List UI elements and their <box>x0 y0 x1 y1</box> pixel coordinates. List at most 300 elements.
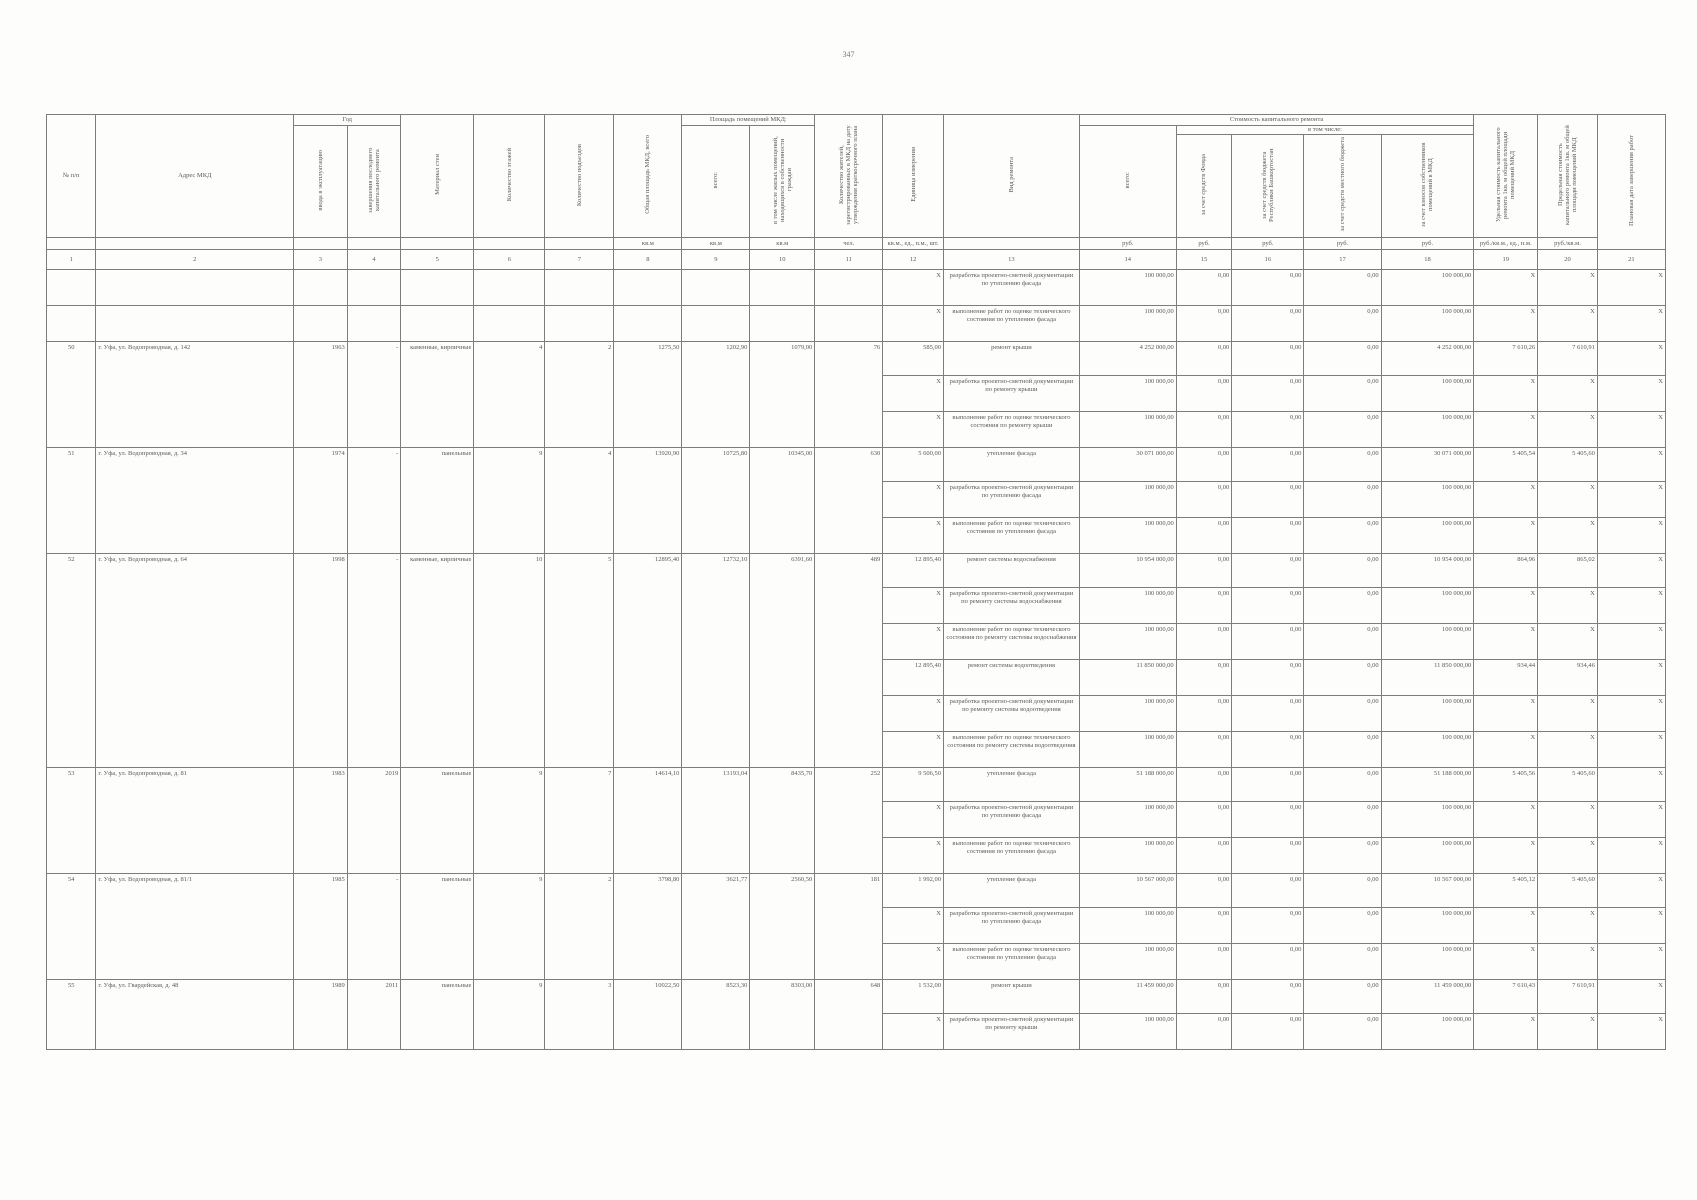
cell-work: утепление фасада <box>943 874 1079 908</box>
cell-date: X <box>1597 908 1665 944</box>
cell-local: 0,00 <box>1304 768 1381 802</box>
cell-local: 0,00 <box>1304 908 1381 944</box>
building-floors: 9 <box>474 980 545 1050</box>
cell-unit-cost: X <box>1474 412 1538 448</box>
unit-chel: чел. <box>815 238 883 250</box>
cell-unit: 5 600,00 <box>883 448 944 482</box>
cell-total: 100 000,00 <box>1079 908 1176 944</box>
cell-unit-cost: X <box>1474 944 1538 980</box>
cell-budget: 0,00 <box>1232 518 1304 554</box>
cell-unit-cost: X <box>1474 624 1538 660</box>
cell-date: X <box>1597 376 1665 412</box>
cell-local: 0,00 <box>1304 554 1381 588</box>
building-total-area: 12895,40 <box>614 554 682 768</box>
building-last-repair: 2011 <box>347 980 401 1050</box>
cell-unit-cost: X <box>1474 518 1538 554</box>
building-entrances: 4 <box>545 448 614 554</box>
cell-unit: 1 992,00 <box>883 874 944 908</box>
cell-fund: 0,00 <box>1176 306 1232 342</box>
header-deadline: Плановая дата завершения работ <box>1627 135 1635 227</box>
building-total-area: 1275,50 <box>614 342 682 448</box>
cell-date: X <box>1597 342 1665 376</box>
cell-date: X <box>1597 306 1665 342</box>
building-total-area: 3798,80 <box>614 874 682 980</box>
cell-unit: 1 532,00 <box>883 980 944 1014</box>
building-total-area: 10022,50 <box>614 980 682 1050</box>
cell-total: 100 000,00 <box>1079 588 1176 624</box>
cell-budget: 0,00 <box>1232 342 1304 376</box>
building-num: 54 <box>47 874 96 980</box>
cell-limit: X <box>1538 412 1598 448</box>
table-row <box>47 768 1666 802</box>
cell-local: 0,00 <box>1304 838 1381 874</box>
building-address: г. Уфа, ул. Гвардейская, д. 48 <box>96 980 294 1050</box>
cell-unit: X <box>883 802 944 838</box>
header-area-all: всего: <box>712 172 720 189</box>
cell-fund: 0,00 <box>1176 874 1232 908</box>
building-walls: панельные <box>401 768 474 874</box>
cell-limit: 5 405,60 <box>1538 874 1598 908</box>
column-number: 7 <box>545 250 614 270</box>
header-premises-group: Площадь помещений МКД: <box>682 115 815 126</box>
cell-fund: 0,00 <box>1176 624 1232 660</box>
building-area-res: 6391,60 <box>750 554 815 768</box>
cell-fund: 0,00 <box>1176 376 1232 412</box>
building-year: 1989 <box>294 980 348 1050</box>
cell-budget: 0,00 <box>1232 802 1304 838</box>
cell-fund: 0,00 <box>1176 412 1232 448</box>
cell-fund: 0,00 <box>1176 838 1232 874</box>
building-floors: 9 <box>474 448 545 554</box>
column-number: 20 <box>1538 250 1598 270</box>
cell-budget: 0,00 <box>1232 696 1304 732</box>
column-number: 17 <box>1304 250 1381 270</box>
cell-owners: 4 252 000,00 <box>1381 342 1474 376</box>
cell-local: 0,00 <box>1304 944 1381 980</box>
cell-fund: 0,00 <box>1176 270 1232 306</box>
table-row <box>47 448 1666 482</box>
building-area-res: 2560,50 <box>750 874 815 980</box>
unit-rub-17: руб. <box>1304 238 1381 250</box>
cell-limit: 7 610,91 <box>1538 980 1598 1014</box>
cell-limit: X <box>1538 696 1598 732</box>
cell-fund: 0,00 <box>1176 944 1232 980</box>
building-walls: панельные <box>401 874 474 980</box>
cell-budget: 0,00 <box>1232 448 1304 482</box>
cell-owners: 100 000,00 <box>1381 624 1474 660</box>
cell-unit: 9 506,50 <box>883 768 944 802</box>
cell-limit: X <box>1538 802 1598 838</box>
cell-unit: X <box>883 482 944 518</box>
cell-date: X <box>1597 944 1665 980</box>
cell-unit-cost: 934,44 <box>1474 660 1538 696</box>
cell-total: 100 000,00 <box>1079 838 1176 874</box>
building-area-all: 13193,04 <box>682 768 750 874</box>
cell-unit: X <box>883 412 944 448</box>
building-address: г. Уфа, ул. Водопроводная, д. 81/1 <box>96 874 294 980</box>
cell-work: разработка проектно-сметной документации по утеплению фасада <box>943 802 1079 838</box>
cell-budget: 0,00 <box>1232 412 1304 448</box>
cell-local: 0,00 <box>1304 448 1381 482</box>
cell-date: X <box>1597 660 1665 696</box>
header-cost-budget: за счет средств бюджета Республики Башкортостан <box>1260 147 1275 222</box>
column-number: 21 <box>1597 250 1665 270</box>
cell-fund: 0,00 <box>1176 696 1232 732</box>
header-area-residents: в том числе жилых помещений, находящихся в собственности граждан <box>771 136 793 225</box>
cell-limit: X <box>1538 908 1598 944</box>
building-entrances: 3 <box>545 980 614 1050</box>
header-year-commission: ввода в эксплуатацию <box>316 150 324 211</box>
building-area-all: 8523,30 <box>682 980 750 1050</box>
cell-date: X <box>1597 802 1665 838</box>
header-cost-total: всего: <box>1124 172 1132 189</box>
column-number: 12 <box>883 250 944 270</box>
column-number: 5 <box>401 250 474 270</box>
cell-fund: 0,00 <box>1176 482 1232 518</box>
cell-total: 51 188 000,00 <box>1079 768 1176 802</box>
building-residents: 76 <box>815 342 883 448</box>
table-row <box>47 874 1666 908</box>
column-number: 1 <box>47 250 96 270</box>
cell-date: X <box>1597 448 1665 482</box>
cell-unit-cost: X <box>1474 838 1538 874</box>
cell-work: ремонт крыши <box>943 980 1079 1014</box>
cell-limit: X <box>1538 732 1598 768</box>
column-numbers-row <box>47 250 1666 270</box>
cell-budget: 0,00 <box>1232 874 1304 908</box>
cell-unit-cost: X <box>1474 588 1538 624</box>
cell-unit-cost: 5 405,56 <box>1474 768 1538 802</box>
building-year: 1963 <box>294 342 348 448</box>
building-residents: 489 <box>815 554 883 768</box>
cell-unit-cost: X <box>1474 908 1538 944</box>
cell-unit: X <box>883 588 944 624</box>
cell-total: 100 000,00 <box>1079 802 1176 838</box>
cell-work: разработка проектно-сметной документации по утеплению фасада <box>943 908 1079 944</box>
header-cost-incl: в том числе: <box>1176 126 1474 135</box>
cell-total: 100 000,00 <box>1079 944 1176 980</box>
cell-limit: 5 405,60 <box>1538 768 1598 802</box>
building-entrances: 5 <box>545 554 614 768</box>
cell-work: разработка проектно-сметной документации по ремонту системы водоотведения <box>943 696 1079 732</box>
building-area-all: 3621,77 <box>682 874 750 980</box>
cell-owners: 100 000,00 <box>1381 1014 1474 1050</box>
cell-local: 0,00 <box>1304 376 1381 412</box>
header-walls: Материал стен <box>433 154 441 196</box>
header-unit: Единица измерения <box>909 147 917 203</box>
building-address: г. Уфа, ул. Водопроводная, д. 81 <box>96 768 294 874</box>
header-address: Адрес МКД <box>96 115 294 238</box>
building-floors: 4 <box>474 342 545 448</box>
cell-work: ремонт крыши <box>943 342 1079 376</box>
cell-unit: X <box>883 270 944 306</box>
cell-owners: 100 000,00 <box>1381 838 1474 874</box>
building-entrances: 2 <box>545 342 614 448</box>
cell-unit-cost: 864,96 <box>1474 554 1538 588</box>
cell-local: 0,00 <box>1304 1014 1381 1050</box>
cell-limit: X <box>1538 1014 1598 1050</box>
building-residents: 252 <box>815 768 883 874</box>
building-area-res: 8435,70 <box>750 768 815 874</box>
header-year-group: Год <box>294 115 401 126</box>
header-cost-group: Стоимость капитального ремонта <box>1079 115 1473 126</box>
cell-work: выполнение работ по оценке технического состояния по ремонту крыши <box>943 412 1079 448</box>
building-address: г. Уфа, ул. Водопроводная, д. 142 <box>96 342 294 448</box>
cell-fund: 0,00 <box>1176 660 1232 696</box>
cell-unit-cost: X <box>1474 270 1538 306</box>
cell-unit: X <box>883 1014 944 1050</box>
unit-20: руб./кв.м. <box>1538 238 1598 250</box>
table-row <box>47 306 1666 342</box>
table-row <box>47 980 1666 1014</box>
cell-unit-cost: 7 610,43 <box>1474 980 1538 1014</box>
cell-budget: 0,00 <box>1232 944 1304 980</box>
cell-local: 0,00 <box>1304 306 1381 342</box>
cell-owners: 100 000,00 <box>1381 732 1474 768</box>
cell-work: выполнение работ по оценке технического состояния по утеплению фасада <box>943 518 1079 554</box>
unit-kvm-9: кв.м <box>682 238 750 250</box>
unit-rub-15: руб. <box>1176 238 1232 250</box>
cell-local: 0,00 <box>1304 588 1381 624</box>
cell-fund: 0,00 <box>1176 588 1232 624</box>
cell-unit-cost: X <box>1474 482 1538 518</box>
cell-date: X <box>1597 270 1665 306</box>
building-year: 1974 <box>294 448 348 554</box>
cell-owners: 30 071 000,00 <box>1381 448 1474 482</box>
header-cost-local: за счет средств местного бюджета <box>1338 137 1346 232</box>
cell-unit: X <box>883 306 944 342</box>
cell-owners: 51 188 000,00 <box>1381 768 1474 802</box>
building-walls: каменные, кирпичные <box>401 342 474 448</box>
column-number: 8 <box>614 250 682 270</box>
cell-total: 10 567 000,00 <box>1079 874 1176 908</box>
cell-fund: 0,00 <box>1176 448 1232 482</box>
cell-local: 0,00 <box>1304 482 1381 518</box>
cell-total: 11 459 000,00 <box>1079 980 1176 1014</box>
cell-total: 10 954 000,00 <box>1079 554 1176 588</box>
unit-kvm-10: кв.м <box>750 238 815 250</box>
cell-total: 100 000,00 <box>1079 696 1176 732</box>
table-row <box>47 342 1666 376</box>
cell-limit: X <box>1538 944 1598 980</box>
cell-limit: X <box>1538 624 1598 660</box>
cell-work: ремонт системы водоотведения <box>943 660 1079 696</box>
cell-fund: 0,00 <box>1176 1014 1232 1050</box>
cell-date: X <box>1597 482 1665 518</box>
cell-budget: 0,00 <box>1232 306 1304 342</box>
cell-local: 0,00 <box>1304 874 1381 908</box>
cell-date: X <box>1597 588 1665 624</box>
cell-date: X <box>1597 1014 1665 1050</box>
cell-unit: 12 895,40 <box>883 660 944 696</box>
cell-date: X <box>1597 768 1665 802</box>
building-floors: 9 <box>474 768 545 874</box>
building-num: 53 <box>47 768 96 874</box>
building-last-repair: 2019 <box>347 768 401 874</box>
cell-owners: 100 000,00 <box>1381 588 1474 624</box>
cell-unit-cost: X <box>1474 732 1538 768</box>
cell-limit: 934,46 <box>1538 660 1598 696</box>
cell-unit: 12 895,40 <box>883 554 944 588</box>
unit-kvm-8: кв.м <box>614 238 682 250</box>
building-year: 1998 <box>294 554 348 768</box>
cell-budget: 0,00 <box>1232 588 1304 624</box>
cell-owners: 100 000,00 <box>1381 944 1474 980</box>
cell-total: 100 000,00 <box>1079 412 1176 448</box>
building-walls: панельные <box>401 980 474 1050</box>
cell-budget: 0,00 <box>1232 660 1304 696</box>
cell-work: выполнение работ по оценке технического состояния по утеплению фасада <box>943 838 1079 874</box>
header-cost-fund: за счет средств Фонда <box>1200 154 1208 216</box>
column-number: 13 <box>943 250 1079 270</box>
building-residents: 648 <box>815 980 883 1050</box>
building-num: 55 <box>47 980 96 1050</box>
cell-total: 100 000,00 <box>1079 518 1176 554</box>
cell-unit: X <box>883 518 944 554</box>
cell-work: утепление фасада <box>943 448 1079 482</box>
unit-rub-16: руб. <box>1232 238 1304 250</box>
cell-limit: X <box>1538 482 1598 518</box>
building-last-repair: - <box>347 342 401 448</box>
cell-work: выполнение работ по оценке технического состояния по утеплению фасада <box>943 944 1079 980</box>
header-floors: Количество этажей <box>505 148 513 202</box>
cell-total: 11 850 000,00 <box>1079 660 1176 696</box>
cell-owners: 100 000,00 <box>1381 908 1474 944</box>
cell-owners: 100 000,00 <box>1381 412 1474 448</box>
column-number: 18 <box>1381 250 1474 270</box>
unit-rub-18: руб. <box>1381 238 1474 250</box>
building-num: 52 <box>47 554 96 768</box>
column-number: 2 <box>96 250 294 270</box>
cell-work: разработка проектно-сметной документации по утеплению фасада <box>943 482 1079 518</box>
cell-date: X <box>1597 412 1665 448</box>
cell-date: X <box>1597 624 1665 660</box>
cell-owners: 100 000,00 <box>1381 376 1474 412</box>
cell-budget: 0,00 <box>1232 768 1304 802</box>
unit-rub-14: руб. <box>1079 238 1176 250</box>
cell-unit-cost: X <box>1474 802 1538 838</box>
cell-local: 0,00 <box>1304 696 1381 732</box>
cell-date: X <box>1597 518 1665 554</box>
cell-unit: X <box>883 944 944 980</box>
table-row <box>47 554 1666 588</box>
cell-owners: 11 850 000,00 <box>1381 660 1474 696</box>
unit-units: кв.м., ед., п.м., шт. <box>883 238 944 250</box>
building-area-res: 1079,00 <box>750 342 815 448</box>
cell-owners: 100 000,00 <box>1381 802 1474 838</box>
building-residents: 630 <box>815 448 883 554</box>
cell-unit-cost: X <box>1474 376 1538 412</box>
column-number: 9 <box>682 250 750 270</box>
table-body <box>47 270 1666 1050</box>
cell-work: разработка проектно-сметной документации по ремонту крыши <box>943 1014 1079 1050</box>
column-number: 6 <box>474 250 545 270</box>
cell-unit: X <box>883 376 944 412</box>
cell-budget: 0,00 <box>1232 482 1304 518</box>
cell-unit: 585,00 <box>883 342 944 376</box>
building-area-all: 10725,80 <box>682 448 750 554</box>
cell-limit: X <box>1538 588 1598 624</box>
cell-total: 100 000,00 <box>1079 482 1176 518</box>
building-area-res: 8303,00 <box>750 980 815 1050</box>
cell-total: 30 071 000,00 <box>1079 448 1176 482</box>
cell-fund: 0,00 <box>1176 518 1232 554</box>
column-number: 4 <box>347 250 401 270</box>
cell-owners: 100 000,00 <box>1381 306 1474 342</box>
cell-local: 0,00 <box>1304 342 1381 376</box>
cell-budget: 0,00 <box>1232 624 1304 660</box>
header-limit-cost: Предельная стоимость капитального ремонта 1кв. м общей площади помещений МКД <box>1557 124 1578 225</box>
cell-work: ремонт системы водоснабжения <box>943 554 1079 588</box>
header-residents: Количество жителей, зарегистрированных в МКД на дату утверждения краткосрочного плана <box>838 124 860 225</box>
building-address: г. Уфа, ул. Водопроводная, д. 34 <box>96 448 294 554</box>
header-entrances: Количество подъездов <box>575 143 583 206</box>
cell-budget: 0,00 <box>1232 270 1304 306</box>
header-unit-cost: Удельная стоимость капитального ремонта 1кв. м общей площади помещений МКД <box>1495 127 1517 223</box>
building-num: 50 <box>47 342 96 448</box>
cell-unit: X <box>883 732 944 768</box>
cell-work: выполнение работ по оценке технического состояния по ремонту системы водоотведения <box>943 732 1079 768</box>
building-area-all: 1202,90 <box>682 342 750 448</box>
cell-unit-cost: X <box>1474 306 1538 342</box>
cell-date: X <box>1597 838 1665 874</box>
cell-unit: X <box>883 696 944 732</box>
cell-fund: 0,00 <box>1176 768 1232 802</box>
cell-budget: 0,00 <box>1232 376 1304 412</box>
capital-repair-table <box>46 114 1666 1050</box>
unit-19: руб./кв.м., ед., п.м. <box>1474 238 1538 250</box>
cell-work: разработка проектно-сметной документации по ремонту крыши <box>943 376 1079 412</box>
building-entrances: 7 <box>545 768 614 874</box>
header-num: № п/п <box>47 115 96 238</box>
cell-owners: 11 459 000,00 <box>1381 980 1474 1014</box>
cell-work: утепление фасада <box>943 768 1079 802</box>
cell-limit: 865,02 <box>1538 554 1598 588</box>
building-walls: каменные, кирпичные <box>401 554 474 768</box>
column-number: 3 <box>294 250 348 270</box>
cell-limit: X <box>1538 306 1598 342</box>
cell-date: X <box>1597 980 1665 1014</box>
building-last-repair: - <box>347 448 401 554</box>
building-area-all: 12732,10 <box>682 554 750 768</box>
table-row <box>47 270 1666 306</box>
column-number: 19 <box>1474 250 1538 270</box>
cell-fund: 0,00 <box>1176 554 1232 588</box>
cell-owners: 10 567 000,00 <box>1381 874 1474 908</box>
cell-work: выполнение работ по оценке технического состояния по утеплению фасада <box>943 306 1079 342</box>
cell-unit: X <box>883 908 944 944</box>
building-walls: панельные <box>401 448 474 554</box>
cell-date: X <box>1597 696 1665 732</box>
cell-total: 100 000,00 <box>1079 376 1176 412</box>
cell-budget: 0,00 <box>1232 838 1304 874</box>
cell-work: разработка проектно-сметной документации по утеплению фасада <box>943 270 1079 306</box>
cell-limit: 5 405,60 <box>1538 448 1598 482</box>
header-work-type: Вид ремонта <box>1007 157 1015 193</box>
cell-total: 100 000,00 <box>1079 270 1176 306</box>
cell-unit: X <box>883 838 944 874</box>
cell-date: X <box>1597 554 1665 588</box>
cell-total: 100 000,00 <box>1079 306 1176 342</box>
cell-total: 100 000,00 <box>1079 732 1176 768</box>
building-year: 1985 <box>294 874 348 980</box>
building-floors: 9 <box>474 874 545 980</box>
cell-total: 4 252 000,00 <box>1079 342 1176 376</box>
building-total-area: 14614,10 <box>614 768 682 874</box>
building-residents: 181 <box>815 874 883 980</box>
header-cost-owners: за счет взносов собственников помещений в МКД <box>1420 142 1435 227</box>
cell-fund: 0,00 <box>1176 342 1232 376</box>
